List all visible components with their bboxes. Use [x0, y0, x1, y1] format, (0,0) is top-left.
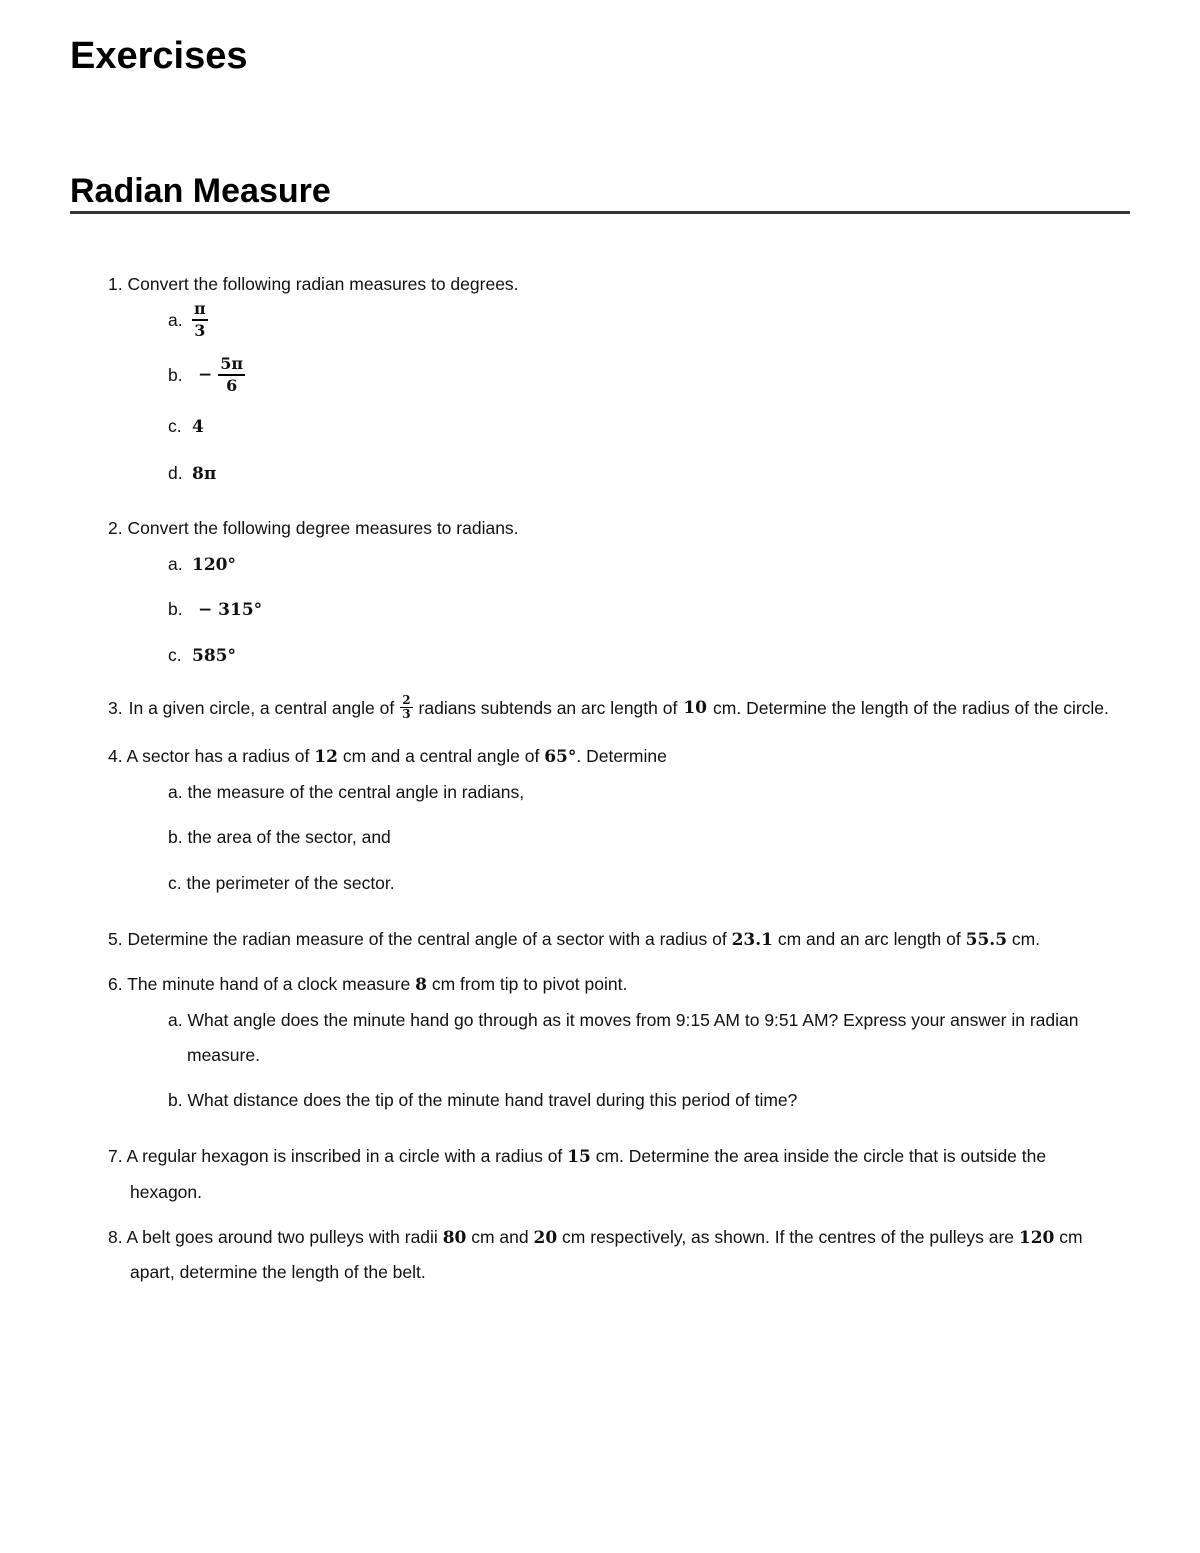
q2-item-c [168, 643, 236, 668]
item-label: b. [168, 365, 183, 385]
question-number: 2. [108, 518, 123, 538]
question-5 [108, 927, 1040, 952]
question-text-mid: cm and [471, 1227, 529, 1247]
fraction-denominator: 3 [402, 707, 411, 721]
question-number: 3. [108, 697, 123, 718]
q6-item-a: a. What angle does the minute hand go through as it moves from 9:15 AM to 9:51 AM? Express your answer in radian [168, 1010, 1079, 1030]
math-value: 8π [192, 464, 217, 484]
question-7-continued: hexagon. [130, 1182, 203, 1202]
q6-item-a-continued: measure. [187, 1045, 260, 1065]
question-number: 4. [108, 746, 123, 766]
question-number: 7. [108, 1146, 123, 1166]
math-value: 585° [192, 646, 236, 666]
q1-item-b [168, 355, 245, 395]
question-text: Convert the following radian measures to degrees. [127, 274, 519, 294]
q2-item-a [168, 552, 236, 577]
page-title: Exercises [70, 35, 248, 77]
question-text-end: cm from tip to pivot point. [431, 974, 628, 994]
question-text-end: cm. [1011, 929, 1041, 949]
question-text-start: A regular hexagon is inscribed in a circle with a radius of [126, 1146, 563, 1166]
item-label: a. [168, 310, 183, 330]
math-value: 55.5 [965, 930, 1008, 950]
math-value: 120 [1018, 1228, 1055, 1248]
math-value: 4 [192, 417, 204, 437]
question-text-end: cm. Determine the length of the radius of the circle. [713, 697, 1109, 718]
question-number: 6. [108, 974, 123, 994]
section-divider [70, 211, 1130, 214]
q1-item-a [168, 300, 208, 340]
question-number: 1. [108, 274, 123, 294]
q4-item-b: b. the area of the sector, and [168, 827, 391, 847]
question-text-mid: cm and an arc length of [777, 929, 961, 949]
fraction-numerator: π [194, 299, 206, 318]
question-8-continued: apart, determine the length of the belt. [130, 1262, 426, 1282]
item-label: c. [168, 416, 182, 436]
math-value: 23.1 [731, 930, 773, 950]
q1-item-d [168, 461, 216, 486]
question-text: Convert the following degree measures to radians. [127, 518, 519, 538]
fraction-denominator: 3 [194, 321, 206, 340]
question-4 [108, 744, 667, 769]
question-2 [108, 516, 519, 540]
math-value: 65° [544, 747, 577, 767]
item-label: c. [168, 645, 182, 665]
question-8 [108, 1225, 1083, 1250]
fraction-numerator: 5π [220, 354, 244, 373]
math-value: 10 [683, 697, 708, 718]
question-text-start: Determine the radian measure of the central angle of a sector with a radius of [127, 929, 727, 949]
question-6 [108, 972, 627, 997]
math-value: − 315° [198, 600, 263, 620]
fraction [218, 355, 245, 395]
q1-item-c [168, 414, 204, 439]
question-text-start: A sector has a radius of [126, 746, 310, 766]
q6-item-b: b. What distance does the tip of the minute hand travel during this period of time? [168, 1090, 798, 1110]
math-value: 120° [192, 555, 236, 575]
q2-item-b [168, 597, 262, 622]
minus-sign: − [198, 365, 213, 385]
math-value: 8 [415, 975, 427, 995]
question-text-mid: cm respectively, as shown. If the centres of the pulleys are [562, 1227, 1015, 1247]
question-text-end: cm [1059, 1227, 1083, 1247]
question-number: 8. [108, 1227, 123, 1247]
math-value: 12 [314, 747, 338, 767]
math-value: 20 [533, 1228, 558, 1248]
question-text-end: cm. Determine the area inside the circle that is outside the [595, 1146, 1047, 1166]
question-3 [108, 695, 1109, 720]
q4-item-a: a. the measure of the central angle in radians, [168, 782, 525, 802]
q4-item-c: c. the perimeter of the sector. [168, 873, 395, 893]
math-value: 15 [567, 1147, 591, 1167]
question-1 [108, 272, 519, 296]
fraction-numerator: 2 [402, 693, 411, 707]
question-text-mid: cm and a central angle of [342, 746, 540, 766]
fraction [192, 300, 208, 340]
item-label: a. [168, 554, 183, 574]
question-text-end: . Determine [576, 746, 667, 766]
item-label: b. [168, 599, 183, 619]
question-number: 5. [108, 929, 123, 949]
question-7 [108, 1144, 1046, 1169]
question-text-mid: radians subtends an arc length of [418, 697, 678, 718]
fraction [400, 695, 412, 720]
question-text-start: In a given circle, a central angle of [128, 697, 395, 718]
section-title: Radian Measure [70, 172, 331, 210]
math-value: 80 [442, 1228, 467, 1248]
fraction-denominator: 6 [226, 376, 238, 395]
item-label: d. [168, 463, 183, 483]
question-text-start: The minute hand of a clock measure [127, 974, 411, 994]
question-text-start: A belt goes around two pulleys with radii [126, 1227, 438, 1247]
